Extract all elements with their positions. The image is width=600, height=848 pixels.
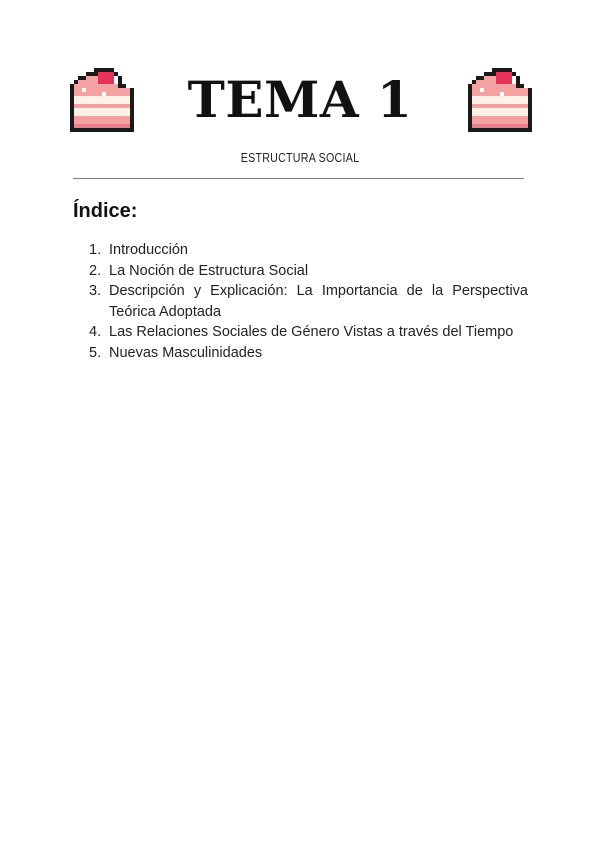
list-item: [73, 343, 528, 364]
list-item-label: Descripción y Explicación: La Importancia de la Perspectiva Teórica Adoptada: [109, 283, 528, 320]
cake-slice-icon: [464, 64, 536, 136]
divider: [73, 178, 524, 179]
page-subtitle: ESTRUCTURA SOCIAL: [240, 150, 360, 165]
index-heading: Índice:: [73, 200, 138, 222]
list-item: [73, 322, 528, 343]
index-list: [73, 240, 528, 363]
list-item-number: 1.: [89, 242, 102, 258]
list-item: [73, 281, 528, 322]
list-item-label: Las Relaciones Sociales de Género Vistas a través del Tiempo: [109, 324, 514, 340]
list-item-number: 3.: [89, 283, 102, 299]
list-item-label: La Noción de Estructura Social: [109, 262, 309, 279]
list-item-label: Introducción: [109, 242, 188, 258]
list-item-number: 5.: [89, 344, 102, 361]
page-title: TEMA 1: [187, 70, 413, 129]
list-item-number: 2.: [89, 262, 102, 279]
list-item: [73, 261, 528, 282]
list-item-label: Nuevas Masculinidades: [109, 344, 263, 361]
list-item-number: 4.: [89, 324, 102, 340]
list-item: [73, 240, 528, 261]
